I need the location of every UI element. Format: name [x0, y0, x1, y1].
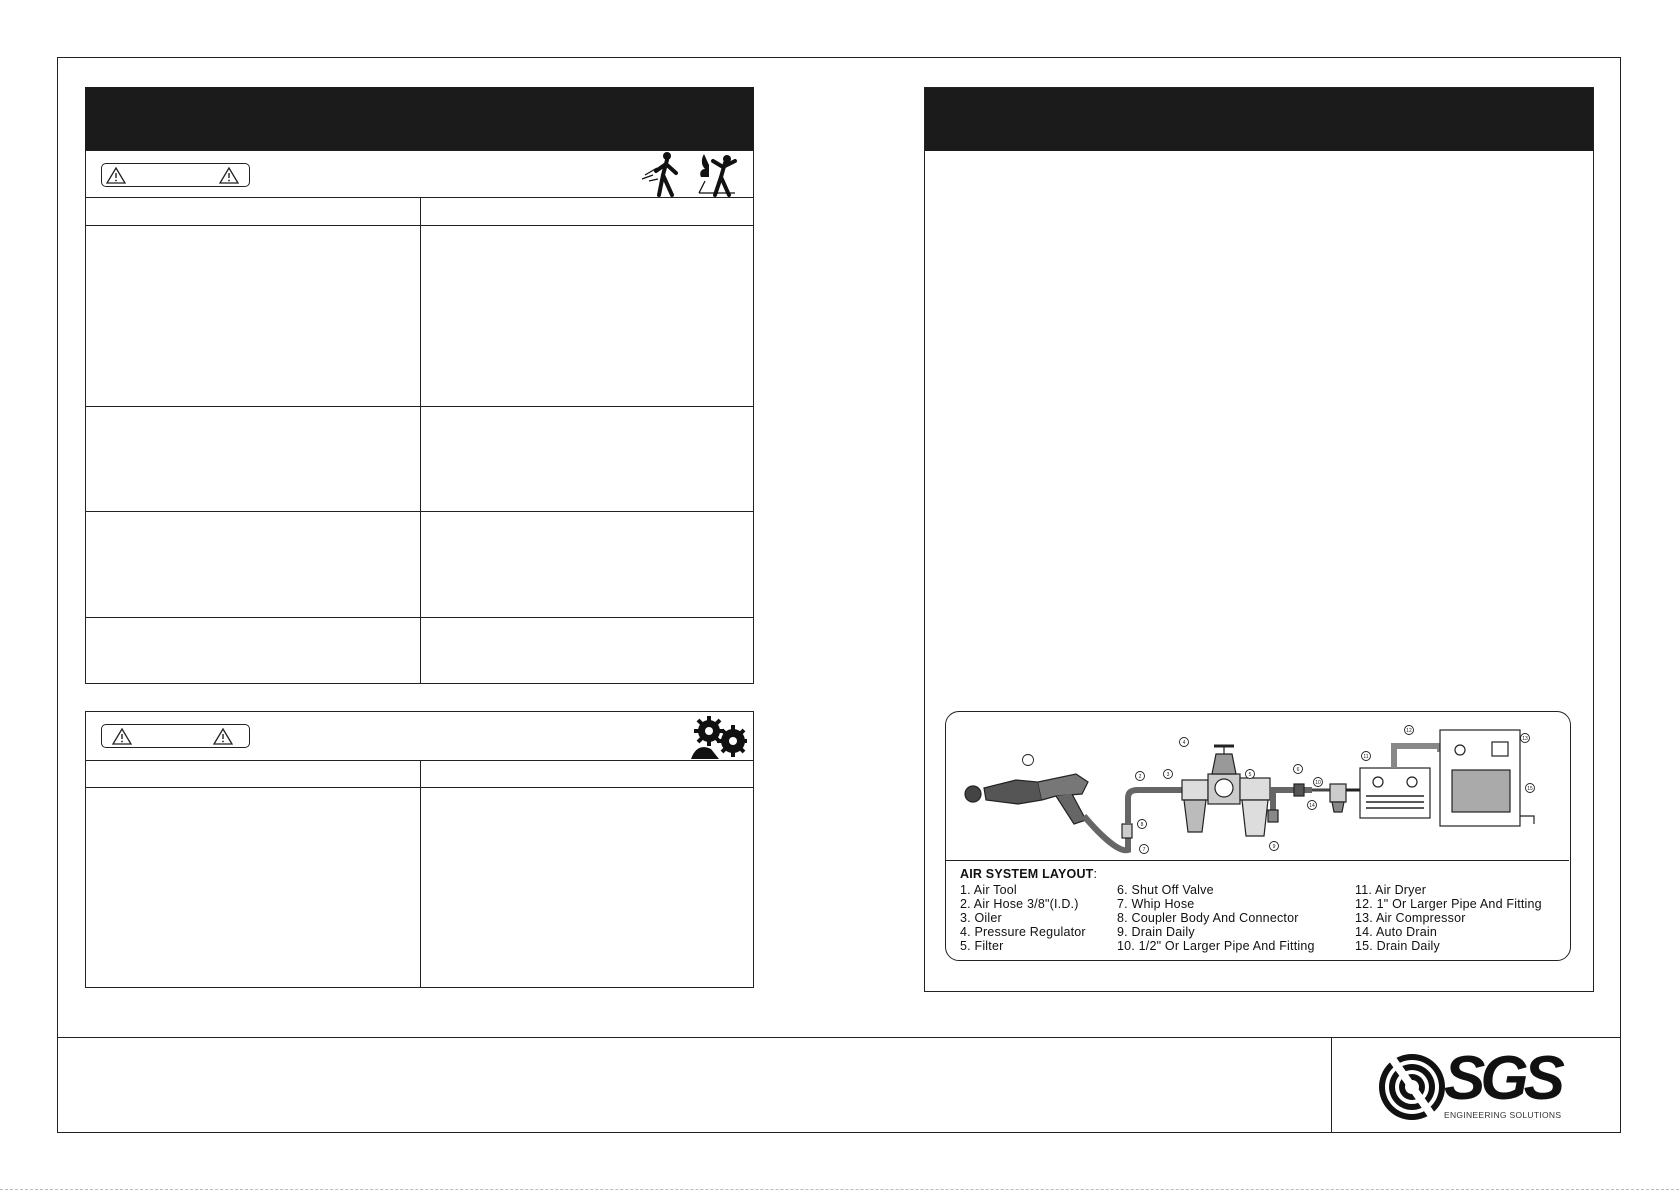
legend-item: 7. Whip Hose [1117, 897, 1195, 911]
legend-item: 8. Coupler Body And Connector [1117, 911, 1299, 925]
legend-item: 5. Filter [960, 939, 1004, 953]
callout-label: 10 [1315, 780, 1321, 786]
right-panel-header [925, 88, 1593, 151]
callout-label: 5 [1248, 772, 1252, 778]
legend-item: 14. Auto Drain [1355, 925, 1438, 939]
legend-item: 6. Shut Off Valve [1117, 883, 1214, 897]
air-system-layout-title: AIR SYSTEM LAYOUT: [960, 867, 1098, 881]
footer-divider [57, 1037, 1621, 1038]
callout-label: 8 [1140, 822, 1144, 828]
callout-label: 4 [1182, 740, 1186, 746]
callout-label: 9 [1272, 844, 1276, 850]
warning-triangle-icon [219, 167, 239, 184]
callout-label: 14 [1309, 803, 1315, 809]
air-system-diagram [945, 711, 1571, 961]
callout-label: 15 [1527, 786, 1533, 792]
page-edge [0, 1189, 1679, 1190]
sgs-wordmark: SGS [1444, 1044, 1560, 1113]
left-panel-header [85, 87, 754, 150]
legend-column-2 [1117, 883, 1315, 953]
legend-item: 3. Oiler [960, 911, 1002, 925]
table-column-divider [420, 197, 421, 684]
legend-column-3 [1355, 883, 1542, 953]
table-column-divider [420, 760, 421, 988]
air-system-illustration [946, 712, 1572, 862]
footer-logo-divider [1331, 1037, 1332, 1133]
callout-label: 2 [1138, 774, 1142, 780]
sgs-tagline: ENGINEERING SOLUTIONS [1444, 1110, 1562, 1120]
callout-label: 13 [1522, 736, 1528, 742]
entanglement-gears-icon [689, 715, 747, 759]
legend-item: 4. Pressure Regulator [960, 925, 1086, 939]
sgs-logo [1376, 1044, 1576, 1122]
legend-item: 13. Air Compressor [1355, 911, 1466, 925]
warning-triangle-icon [112, 728, 132, 745]
air-tool-icon [965, 774, 1088, 824]
legend-item: 2. Air Hose 3/8"(I.D.) [960, 897, 1079, 911]
legend-item: 10. 1/2" Or Larger Pipe And Fitting [1117, 939, 1315, 953]
warning-table-1 [85, 150, 754, 684]
warning-label-2 [101, 724, 250, 748]
legend-item: 11. Air Dryer [1355, 883, 1427, 897]
callout-label: 6 [1296, 767, 1300, 773]
callout-label: 7 [1142, 847, 1146, 853]
callout-label: 3 [1166, 772, 1170, 778]
diagram-legend-divider [946, 860, 1569, 861]
warning-table-2 [85, 711, 754, 988]
person-hazard-icon [639, 151, 749, 197]
warning-triangle-icon [106, 167, 126, 184]
sgs-logo-mark-icon [1376, 1052, 1448, 1122]
legend-item: 1. Air Tool [960, 883, 1017, 897]
callout-label: 12 [1406, 728, 1412, 734]
callout-label: 11 [1363, 754, 1369, 760]
legend-item: 12. 1" Or Larger Pipe And Fitting [1355, 897, 1542, 911]
legend-column-1 [960, 883, 1086, 953]
warning-triangle-icon [213, 728, 233, 745]
warning-label-1 [101, 163, 250, 187]
legend-item: 15. Drain Daily [1355, 939, 1440, 953]
legend-item: 9. Drain Daily [1117, 925, 1195, 939]
